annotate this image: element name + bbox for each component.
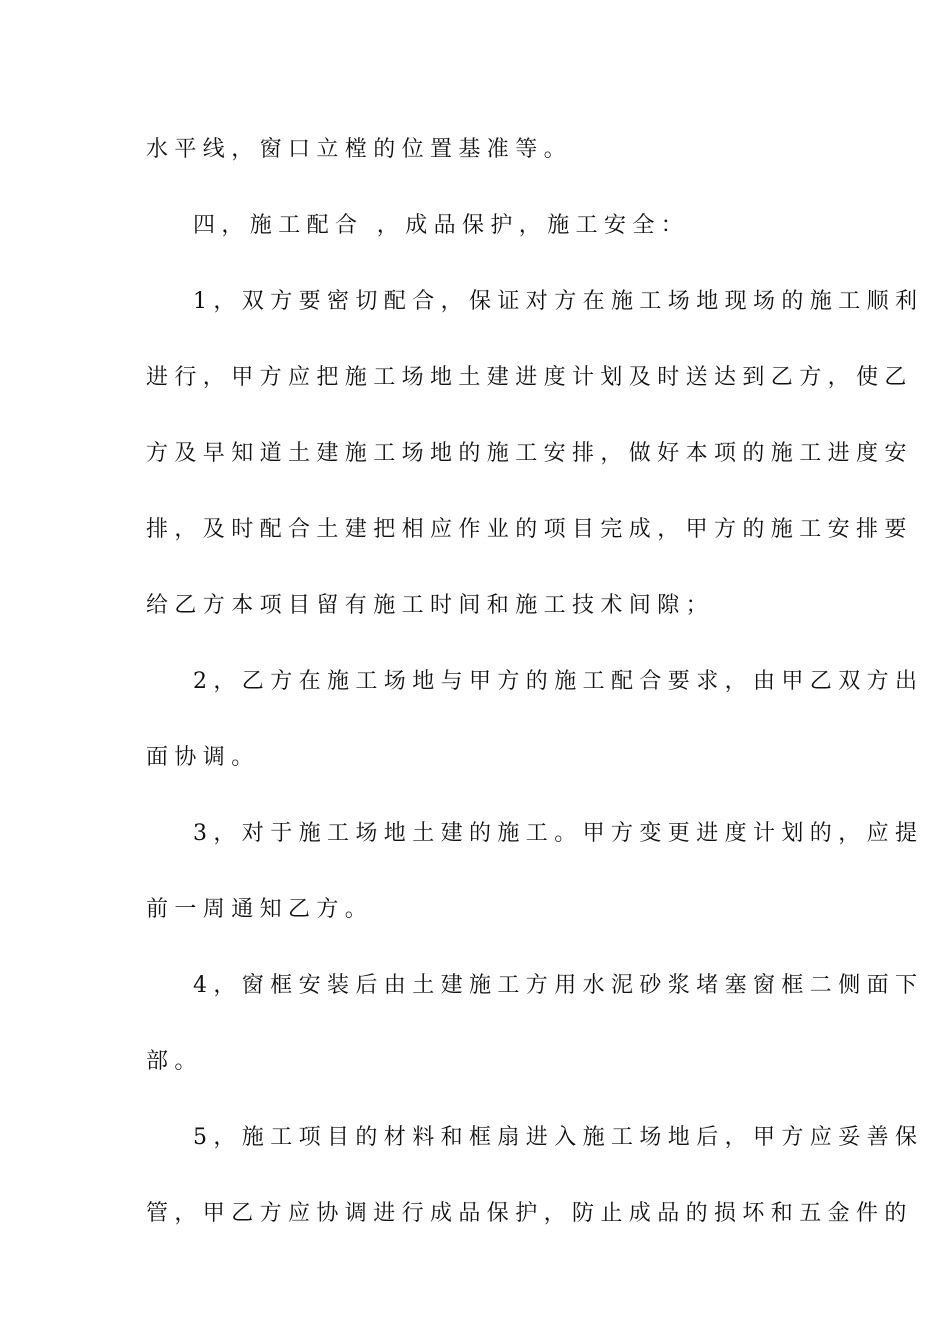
text-line: 5，施工项目的材料和框扇进入施工场地后，甲方应妥善保	[193, 1125, 924, 1150]
text-line: 1，双方要密切配合，保证对方在施工场地现场的施工顺利	[193, 289, 924, 314]
text-line: 方及早知道土建施工场地的施工安排，做好本项的施工进度安	[146, 441, 913, 466]
text-line: 排，及时配合土建把相应作业的项目完成，甲方的施工安排要	[146, 517, 913, 542]
text-line: 进行，甲方应把施工场地土建进度计划及时送达到乙方，使乙	[146, 365, 913, 390]
section-heading: 四，施工配合 ，成品保护，施工安全：	[193, 213, 690, 238]
text-line: 面协调。	[146, 745, 260, 770]
text-line: 部。	[146, 1049, 203, 1074]
text-line: 2，乙方在施工场地与甲方的施工配合要求，由甲乙双方出	[193, 669, 924, 694]
text-line: 水平线，窗口立樘的位置基准等。	[146, 137, 573, 162]
text-line: 管，甲乙方应协调进行成品保护，防止成品的损坏和五金件的	[146, 1201, 913, 1226]
text-line: 给乙方本项目留有施工时间和施工技术间隙；	[146, 593, 715, 618]
text-line: 前一周通知乙方。	[146, 897, 374, 922]
text-line: 3，对于施工场地土建的施工。甲方变更进度计划的，应提	[193, 821, 924, 846]
text-line: 4，窗框安装后由土建施工方用水泥砂浆堵塞窗框二侧面下	[193, 973, 924, 998]
